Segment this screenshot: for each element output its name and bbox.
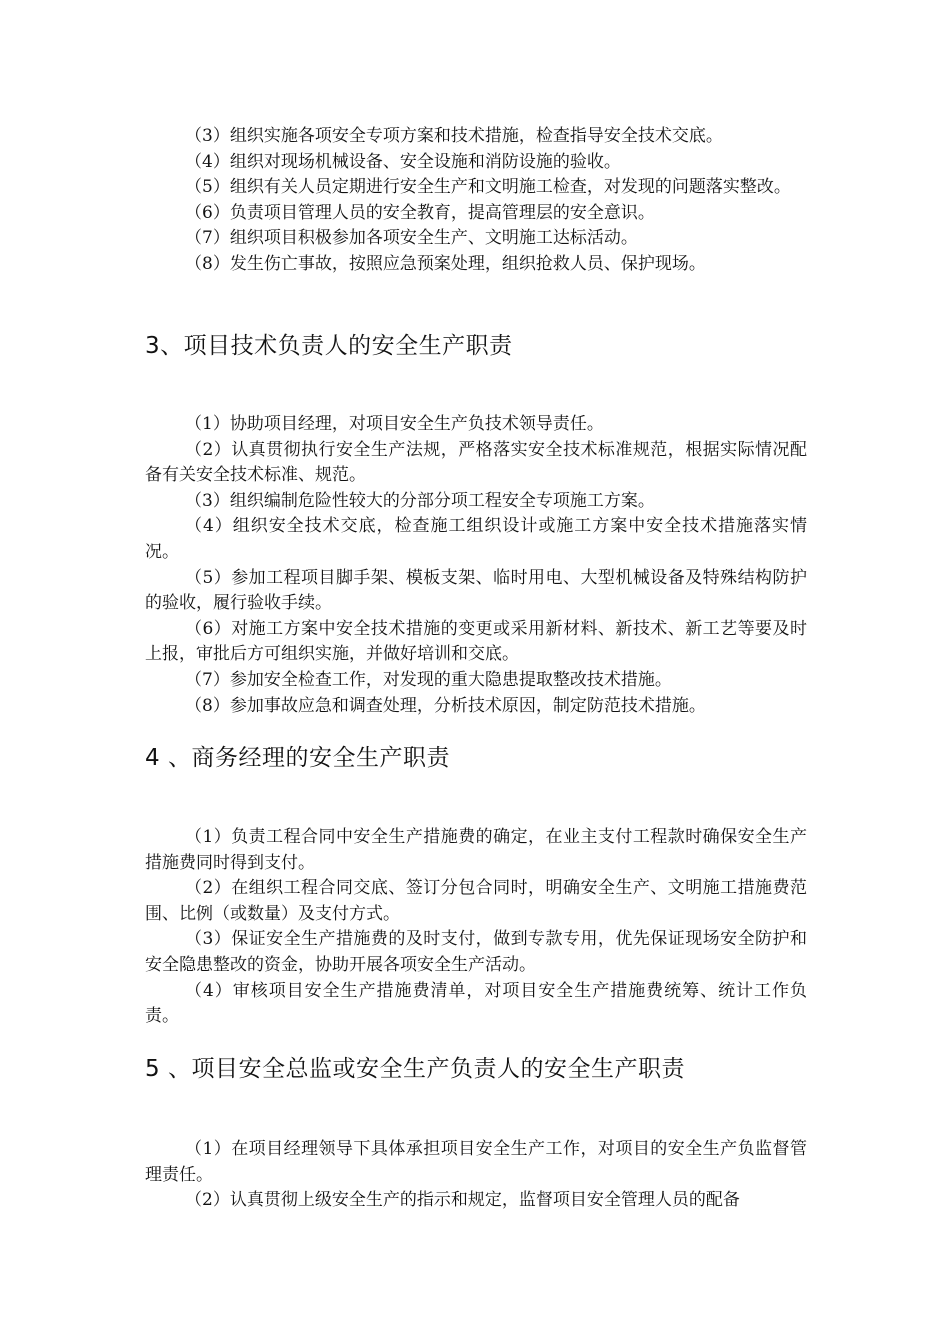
section-4-heading: 4 、商务经理的安全生产职责 — [145, 745, 450, 771]
list-item: （8）参加事故应急和调查处理，分析技术原因，制定防范技术措施。 — [185, 695, 706, 716]
list-item: （3）组织实施各项安全专项方案和技术措施，检查指导安全技术交底。 — [185, 126, 723, 146]
list-item: （2）认真贯彻上级安全生产的指示和规定，监督项目安全管理人员的配备 — [185, 1190, 740, 1211]
list-item: （7）参加安全检查工作，对发现的重大隐患提取整改技术措施。 — [185, 669, 672, 690]
list-item: （5）组织有关人员定期进行安全生产和文明施工检查，对发现的问题落实整改。 — [185, 177, 791, 198]
list-item: （2）在组织工程合同交底、签订分包合同时，明确安全生产、文明施工措施费范围、比例（或数量）及支付方式。 — [145, 878, 807, 924]
section-3-heading: 3、项目技术负责人的安全生产职责 — [145, 333, 513, 359]
section-3-list — [145, 412, 807, 719]
list-item: （1）负责工程合同中安全生产措施费的确定，在业主支付工程款时确保安全生产措施费同时得到支付。 — [145, 827, 807, 873]
list-item: （4）组织对现场机械设备、安全设施和消防设施的验收。 — [185, 151, 621, 172]
list-item: （1）在项目经理领导下具体承担项目安全生产工作，对项目的安全生产负监督管理责任。 — [145, 1139, 807, 1185]
section-5-heading: 5 、项目安全总监或安全生产负责人的安全生产职责 — [145, 1056, 685, 1082]
list-item: （4）组织安全技术交底，检查施工组织设计或施工方案中安全技术措施落实情况。 — [145, 516, 807, 562]
list-item: （3）保证安全生产措施费的及时支付，做到专款专用，优先保证现场安全防护和安全隐患整改的资金，协助开展各项安全生产活动。 — [145, 929, 807, 975]
list-item: （5）参加工程项目脚手架、模板支架、临时用电、大型机械设备及特殊结构防护的验收，履行验收手续。 — [145, 567, 807, 614]
list-item: （3）组织编制危险性较大的分部分项工程安全专项施工方案。 — [185, 490, 655, 511]
section-2-list — [145, 124, 807, 278]
list-item: （8）发生伤亡事故，按照应急预案处理，组织抢救人员、保护现场。 — [185, 253, 706, 274]
section-5-list — [145, 1137, 807, 1214]
list-item: （1）协助项目经理，对项目安全生产负技术领导责任。 — [185, 414, 604, 434]
list-item: （6）负责项目管理人员的安全教育，提高管理层的安全意识。 — [185, 202, 655, 223]
list-item: （2）认真贯彻执行安全生产法规，严格落实安全技术标准规范，根据实际情况配备有关安全技术标准、规范。 — [145, 439, 807, 486]
list-item: （6）对施工方案中安全技术措施的变更或采用新材料、新技术、新工艺等要及时上报，审批后方可组织实施，并做好培训和交底。 — [145, 618, 807, 665]
list-item: （7）组织项目积极参加各项安全生产、文明施工达标活动。 — [185, 228, 638, 249]
list-item: （4）审核项目安全生产措施费清单，对项目安全生产措施费统筹、统计工作负责。 — [145, 980, 807, 1027]
section-4-list — [145, 825, 807, 1030]
